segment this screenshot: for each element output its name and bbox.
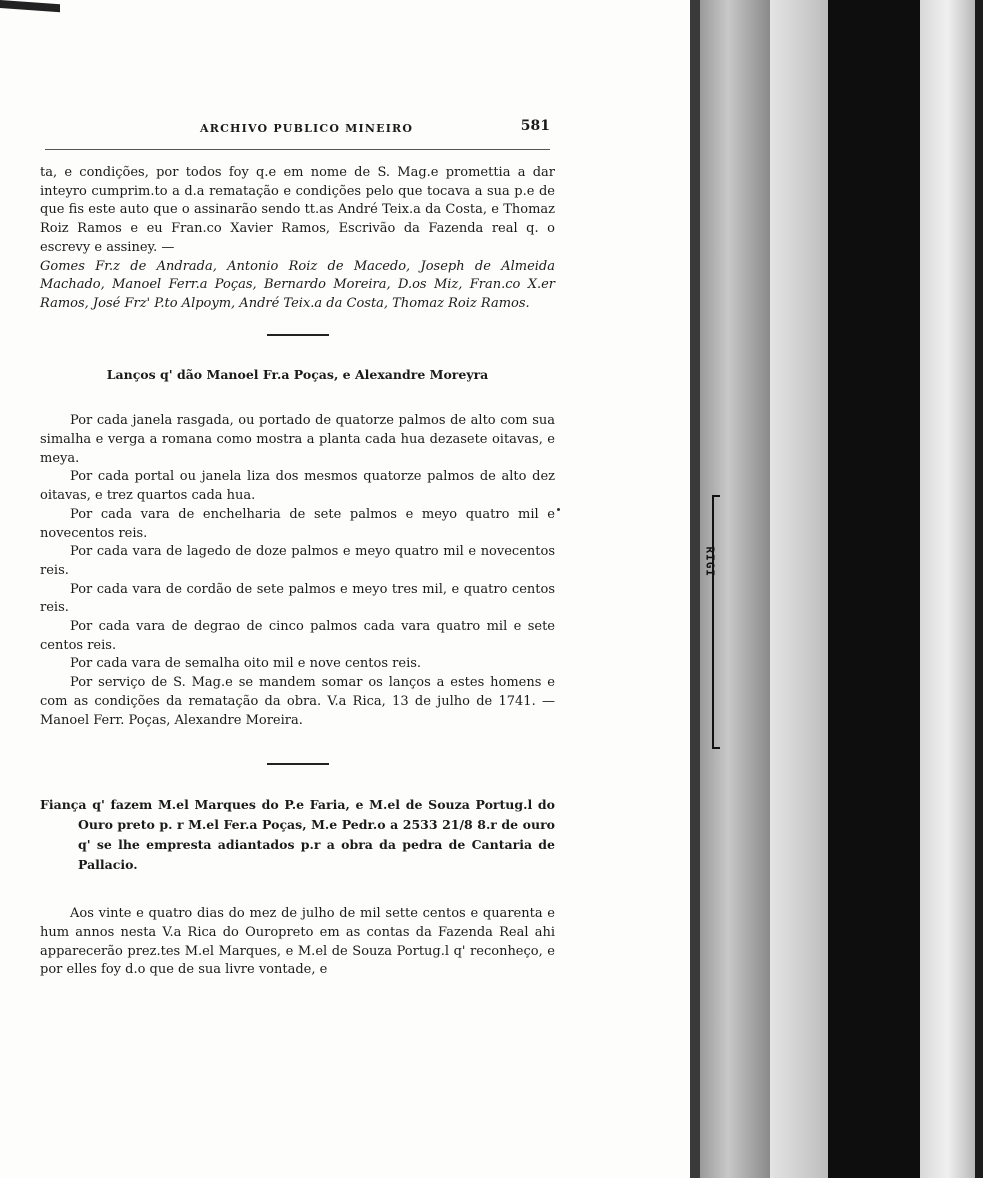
- binding-shadow: [828, 0, 920, 1178]
- corner-mark: [0, 0, 60, 12]
- bid-paragraph: Por cada vara de semalha oito mil e nove centos reis.: [70, 656, 422, 672]
- bid-paragraph: Por cada vara de cordão de sete palmos e meyo tres mil, e quatro centos reis.: [40, 581, 555, 616]
- section-heading-guarantee: Fiança q' fazem M.el Marques do P.e Faria, e M.el de Souza Portug.l do Ouro preto p. r M.el Fer.a Poças, M.e Pedr.o a 2533 21/8 8.r de ouro q' se lhe empresta adiantados p.r a obra da pedra de Cantaria de Pallacio.: [40, 797, 555, 873]
- binding-gutter-pale: [770, 0, 828, 1178]
- bid-paragraph: Por cada janela rasgada, ou portado de quatorze palmos de alto com sua simalha e verga a romana como mostra a planta cada hua dezasete oitavas, e meya.: [40, 413, 555, 466]
- bid-paragraph: Por cada vara de degrao de cinco palmos cada vara quatro mil e sete centos reis.: [40, 619, 555, 653]
- binding-far-edge: [975, 0, 983, 1178]
- page-header: [40, 118, 550, 138]
- page-body: [40, 164, 555, 980]
- binding-page-edge: [920, 0, 975, 1178]
- bid-paragraph: Por cada portal ou janela liza dos mesmos quatorze palmos de alto dez oitavas, e trez quartos cada hua.: [40, 469, 555, 504]
- margin-dot: [557, 508, 560, 511]
- bid-paragraph: Por serviço de S. Mag.e se mandem somar os lanços a estes homens e com as condições da rematação da obra. V.a Rica, 13 de julho de 1741. — Manoel Ferr. Poças, Alexandre Moreira.: [40, 675, 555, 728]
- page-number: 581: [520, 118, 550, 134]
- bid-paragraph: Por cada vara de enchelharia de sete palmos e meyo quatro mil e novecentos reis.: [40, 506, 555, 541]
- running-title: ARCHIVO PUBLICO MINEIRO: [200, 122, 414, 135]
- section-heading-bids: Lanços q' dão Manoel Fr.a Poças, e Alexandre Moreyra: [106, 366, 489, 382]
- header-rule: [45, 149, 550, 150]
- spine-bracket: [712, 495, 720, 749]
- closing-paragraph: ta, e condições, por todos foy q.e em nome de S. Mag.e promettia a dar inteyro cumprim.to a d.a rematação e condições pelo que tocava a sua p.e de que fis este auto que o assinarão sendo tt.as André Teix.a da Costa, e Thomaz Roiz Ramos e eu Fran.co Xavier Ramos, Escrivão da Fazenda real q. o escrevy e assiney. —: [40, 165, 555, 255]
- section-separator: [267, 334, 329, 336]
- bid-paragraph: Por cada vara de lagedo de doze palmos e meyo quatro mil e novecentos reis.: [40, 544, 555, 578]
- spine-label: RIGI: [703, 546, 717, 577]
- guarantee-paragraph: Aos vinte e quatro dias do mez de julho de mil sette centos e quarenta e hum annos nesta V.a Rica do Ouropreto em as contas da Fazenda Real ahi apparecerão prez.tes M.el Marques, e M.el de Souza Portug.l q' reconheço, e por elles foy d.o que de sua livre vontade, e: [40, 906, 555, 978]
- signatories: Gomes Fr.z de Andrada, Antonio Roiz de Macedo, Joseph de Almeida Machado, Manoel Ferr.a Poças, Bernardo Moreira, D.os Miz, Fran.co X.er Ramos, José Frz' P.to Alpoym, André Teix.a da Costa, Thomaz Roiz Ramos.: [40, 258, 555, 311]
- section-separator: [267, 763, 329, 765]
